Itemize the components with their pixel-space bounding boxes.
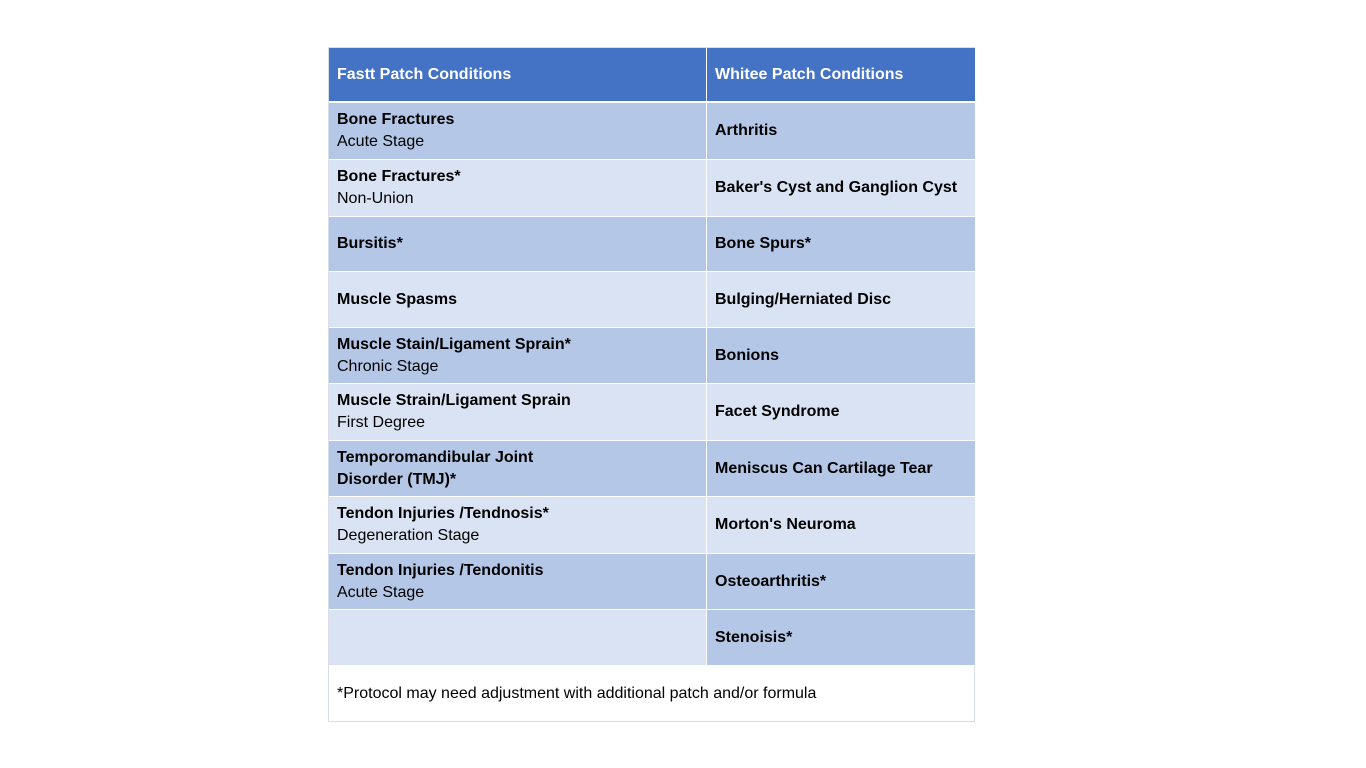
condition-title: Tendon Injuries /Tendonitis <box>337 561 544 579</box>
whitee-cell <box>706 610 975 666</box>
whitee-cell <box>706 554 975 610</box>
whitee-cell <box>706 272 975 328</box>
condition-title: Muscle Stain/Ligament Sprain* <box>337 335 571 353</box>
condition-title: Temporomandibular Joint Disorder (TMJ)* <box>337 448 534 488</box>
fastt-cell <box>329 272 706 328</box>
fastt-cell <box>329 554 706 610</box>
condition-title: Bone Fractures <box>337 111 455 128</box>
condition-stage: Acute Stage <box>337 133 425 150</box>
whitee-cell <box>706 217 975 272</box>
condition-title: Osteoarthritis* <box>715 572 827 590</box>
condition-stage: First Degree <box>337 414 426 431</box>
fastt-cell <box>329 103 706 160</box>
fastt-cell <box>329 497 706 554</box>
condition-title: Bone Spurs* <box>715 235 812 252</box>
condition-stage: Non-Union <box>337 190 414 207</box>
conditions-grid <box>329 48 974 666</box>
whitee-cell <box>706 441 975 497</box>
condition-stage: Acute Stage <box>337 583 425 601</box>
conditions-table <box>328 47 975 722</box>
condition-title: Baker's Cyst and Ganglion Cyst <box>715 179 958 196</box>
condition-title: Bone Fractures* <box>337 168 461 185</box>
fastt-cell <box>329 328 706 384</box>
condition-title: Muscle Strain/Ligament Sprain <box>337 392 571 409</box>
condition-title: Bonions <box>715 346 779 364</box>
condition-title: Bursitis* <box>337 235 403 252</box>
fastt-cell <box>329 441 706 497</box>
condition-title: Arthritis <box>715 122 778 139</box>
whitee-cell <box>706 384 975 441</box>
condition-title: Muscle Spasms <box>337 290 458 308</box>
header-whitee: Whitee Patch Conditions <box>706 48 975 103</box>
whitee-cell <box>706 103 975 160</box>
condition-stage: Chronic Stage <box>337 357 439 375</box>
fastt-cell <box>329 384 706 441</box>
whitee-cell <box>706 328 975 384</box>
condition-title: Bulging/Herniated Disc <box>715 290 892 308</box>
fastt-cell <box>329 160 706 217</box>
footnote: *Protocol may need adjustment with additional patch and/or formula <box>329 666 974 721</box>
condition-title: Facet Syndrome <box>715 403 840 420</box>
fastt-cell <box>329 610 706 666</box>
condition-stage: Degeneration Stage <box>337 527 480 544</box>
condition-title: Meniscus Can Cartilage Tear <box>715 459 933 477</box>
header-fastt: Fastt Patch Conditions <box>329 48 706 103</box>
condition-title: Tendon Injuries /Tendnosis* <box>337 505 549 522</box>
whitee-cell <box>706 497 975 554</box>
whitee-cell <box>706 160 975 217</box>
condition-title: Stenoisis* <box>715 628 793 646</box>
condition-title: Morton's Neuroma <box>715 516 856 533</box>
fastt-cell <box>329 217 706 272</box>
